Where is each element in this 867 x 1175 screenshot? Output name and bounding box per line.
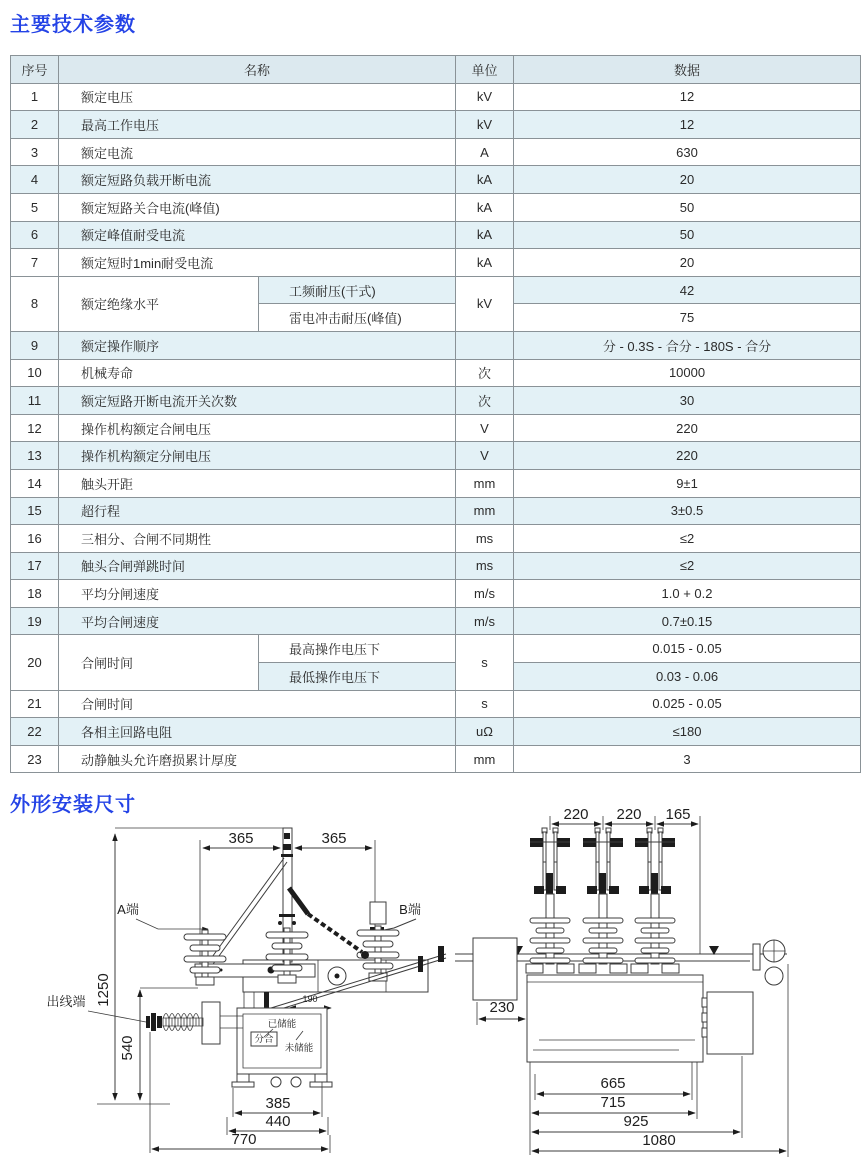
table-row [11, 387, 861, 415]
cell-data: 75 [514, 304, 861, 332]
cell-unit: kA [456, 193, 514, 221]
cell-no: 17 [11, 552, 59, 580]
cell-name: 动静触头允许磨损累计厚度 [59, 745, 456, 773]
tank-front [527, 975, 703, 1062]
table-header-row [11, 56, 861, 84]
cell-no: 15 [11, 497, 59, 525]
pole-bushing-2 [579, 828, 627, 973]
cell-unit: kA [456, 221, 514, 249]
cell-data: 9±1 [514, 469, 861, 497]
pole-clamp-bracket [753, 944, 760, 970]
dim-230-label: 230 [489, 999, 515, 1016]
cell-data: 220 [514, 442, 861, 470]
cell-name: 合闸时间 [59, 635, 259, 690]
dim-540-label: 540 [119, 1035, 136, 1061]
pole-bushing-3 [631, 828, 679, 973]
control-box [707, 992, 753, 1054]
cell-no: 14 [11, 469, 59, 497]
dim-165-label: 165 [665, 808, 691, 823]
cell-name: 额定短路关合电流(峰值) [59, 193, 456, 221]
table-row [11, 83, 861, 111]
cell-unit: m/s [456, 607, 514, 635]
dim-440-label: 440 [265, 1113, 291, 1130]
cell-data: 0.03 - 0.06 [514, 663, 861, 691]
table-row [11, 607, 861, 635]
table-row [11, 745, 861, 773]
label-open-close: 分合 [254, 1034, 274, 1045]
cell-data: 220 [514, 414, 861, 442]
table-row [11, 166, 861, 194]
cell-name: 平均分闸速度 [59, 580, 456, 608]
header-no: 序号 [11, 56, 59, 84]
table-row [11, 359, 861, 387]
cell-name: 额定短路负载开断电流 [59, 166, 456, 194]
table-row [11, 525, 861, 553]
label-b-end: B端 [399, 902, 421, 917]
cell-name: 额定短路开断电流开关次数 [59, 387, 456, 415]
table-row [11, 635, 861, 663]
table-row [11, 580, 861, 608]
cell-no: 3 [11, 138, 59, 166]
label-a-end: A端 [117, 902, 139, 917]
table-row [11, 331, 861, 359]
pole-bushing-1 [526, 828, 574, 973]
cell-unit: ms [456, 552, 514, 580]
bushing-mount-plate [202, 1002, 220, 1044]
header-unit: 单位 [456, 56, 514, 84]
cell-no: 13 [11, 442, 59, 470]
cell-name: 平均合闸速度 [59, 607, 456, 635]
cell-no: 12 [11, 414, 59, 442]
cell-no: 11 [11, 387, 59, 415]
cell-name: 机械寿命 [59, 359, 456, 387]
cell-unit: kV [456, 276, 514, 331]
cell-name: 操作机构额定合闸电压 [59, 414, 456, 442]
section-title-parameters: 主要技术参数 [10, 14, 136, 36]
table-row [11, 552, 861, 580]
cell-name: 额定电压 [59, 83, 456, 111]
cell-no: 21 [11, 690, 59, 718]
cell-unit: 次 [456, 359, 514, 387]
dim-1250-label: 1250 [95, 973, 112, 1007]
cell-data: ≤2 [514, 552, 861, 580]
cell-no: 18 [11, 580, 59, 608]
table-row [11, 690, 861, 718]
cell-no: 4 [11, 166, 59, 194]
header-name: 名称 [59, 56, 456, 84]
cell-data: 3 [514, 745, 861, 773]
cell-subname: 工频耐压(干式) [259, 276, 456, 304]
cell-unit: mm [456, 745, 514, 773]
outline-drawing-side-view [18, 826, 448, 1174]
cell-data: 10000 [514, 359, 861, 387]
cell-no: 8 [11, 276, 59, 331]
dim-190-label: 190 [302, 994, 318, 1004]
table-row [11, 414, 861, 442]
label-uncharged: 未储能 [284, 1043, 314, 1054]
cell-name: 操作机构额定分闸电压 [59, 442, 456, 470]
cell-no: 23 [11, 745, 59, 773]
cell-data: ≤180 [514, 718, 861, 746]
section-title-dimensions: 外形安装尺寸 [10, 794, 136, 816]
cell-name: 三相分、合闸不同期性 [59, 525, 456, 553]
cell-data: 0.025 - 0.05 [514, 690, 861, 718]
cell-name: 额定短时1min耐受电流 [59, 249, 456, 277]
cell-no: 10 [11, 359, 59, 387]
label-outlet-terminal: 出线端 [46, 994, 86, 1009]
table-row [11, 718, 861, 746]
cell-name: 额定绝缘水平 [59, 276, 259, 331]
table-row [11, 497, 861, 525]
dim-770-label: 770 [231, 1131, 257, 1148]
cell-no: 1 [11, 83, 59, 111]
cell-name: 合闸时间 [59, 690, 456, 718]
cell-data: 50 [514, 193, 861, 221]
cell-data: 0.7±0.15 [514, 607, 861, 635]
cell-name: 额定操作顺序 [59, 331, 456, 359]
label-charged: 已储能 [267, 1019, 297, 1030]
cell-data: 20 [514, 166, 861, 194]
cell-no: 6 [11, 221, 59, 249]
cell-unit: mm [456, 497, 514, 525]
dim-220-2-label: 220 [616, 808, 642, 823]
outline-drawing-front-view [447, 808, 867, 1173]
side-box [473, 938, 517, 1000]
cell-unit: V [456, 414, 514, 442]
table-row [11, 111, 861, 139]
table-row [11, 249, 861, 277]
cell-data: 3±0.5 [514, 497, 861, 525]
cell-unit: ms [456, 525, 514, 553]
cell-no: 9 [11, 331, 59, 359]
dim-385-label: 385 [265, 1095, 291, 1112]
cell-subname: 雷电冲击耐压(峰值) [259, 304, 456, 332]
cell-unit [456, 331, 514, 359]
cell-data: 20 [514, 249, 861, 277]
cell-unit: s [456, 635, 514, 690]
cell-name: 触头开距 [59, 469, 456, 497]
cell-data: 12 [514, 83, 861, 111]
table-row [11, 138, 861, 166]
cell-subname: 最低操作电压下 [259, 663, 456, 691]
dim-220-1-label: 220 [563, 808, 589, 823]
dim-365-left-label: 365 [228, 830, 254, 847]
cell-unit: s [456, 690, 514, 718]
cell-unit: kV [456, 83, 514, 111]
cell-name: 额定峰值耐受电流 [59, 221, 456, 249]
cell-no: 20 [11, 635, 59, 690]
cell-name: 触头合闸弹跳时间 [59, 552, 456, 580]
cell-unit: kV [456, 111, 514, 139]
cell-data: 1.0 + 0.2 [514, 580, 861, 608]
cell-unit: kA [456, 249, 514, 277]
cell-data: 12 [514, 111, 861, 139]
cell-unit: mm [456, 469, 514, 497]
cell-subname: 最高操作电压下 [259, 635, 456, 663]
table-row [11, 442, 861, 470]
cell-data: ≤2 [514, 525, 861, 553]
cell-unit: 次 [456, 387, 514, 415]
dim-1080-label: 1080 [642, 1132, 676, 1149]
table-row [11, 276, 861, 304]
cell-unit: A [456, 138, 514, 166]
header-data: 数据 [514, 56, 861, 84]
cell-no: 22 [11, 718, 59, 746]
cell-data: 30 [514, 387, 861, 415]
cell-data: 50 [514, 221, 861, 249]
cell-unit: m/s [456, 580, 514, 608]
table-row [11, 469, 861, 497]
cell-no: 5 [11, 193, 59, 221]
cell-unit: kA [456, 166, 514, 194]
cell-unit: V [456, 442, 514, 470]
cell-no: 19 [11, 607, 59, 635]
table-row [11, 221, 861, 249]
cell-name: 超行程 [59, 497, 456, 525]
cell-name: 各相主回路电阻 [59, 718, 456, 746]
cell-unit: uΩ [456, 718, 514, 746]
cell-no: 16 [11, 525, 59, 553]
cell-name: 最高工作电压 [59, 111, 456, 139]
dim-925-label: 925 [623, 1113, 649, 1130]
cell-name: 额定电流 [59, 138, 456, 166]
table-row [11, 193, 861, 221]
dim-715-label: 715 [600, 1094, 626, 1111]
cell-data: 630 [514, 138, 861, 166]
cell-data: 分 - 0.3S - 合分 - 180S - 合分 [514, 331, 861, 359]
dim-365-right-label: 365 [321, 830, 347, 847]
parameters-table [10, 55, 861, 773]
cell-no: 7 [11, 249, 59, 277]
cell-data: 0.015 - 0.05 [514, 635, 861, 663]
dim-665-label: 665 [600, 1075, 626, 1092]
cell-data: 42 [514, 276, 861, 304]
cell-no: 2 [11, 111, 59, 139]
